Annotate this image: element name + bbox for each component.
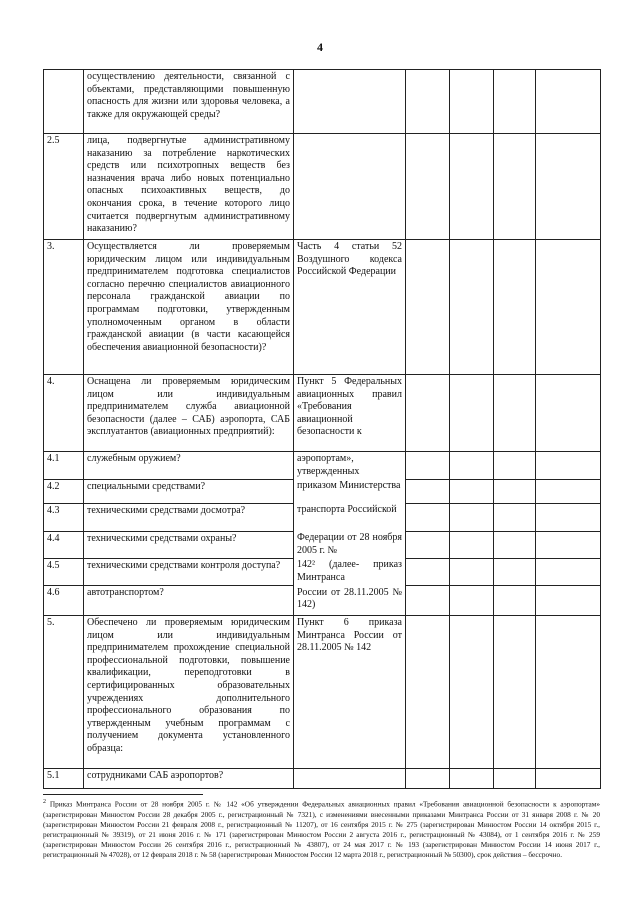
answer-cell [450, 769, 494, 789]
item-number: 4.3 [44, 503, 84, 531]
page-number: 4 [317, 40, 323, 54]
item-number: 2.5 [44, 134, 84, 240]
answer-cell [406, 479, 450, 503]
item-number: 4.6 [44, 586, 84, 616]
table-row [44, 70, 601, 134]
answer-cell [450, 479, 494, 503]
answer-cell [494, 240, 536, 375]
table-row [44, 616, 601, 769]
requirement-question: осуществлению деятельности, связанной с объектами, представляющими повышенную опасность для жизни или здоровья человека, а также для окружающей среды? [84, 70, 294, 134]
answer-cell [536, 375, 601, 452]
answer-cell [494, 769, 536, 789]
requirement-question: автотранспортом? [84, 586, 294, 616]
legal-basis [294, 134, 406, 240]
checklist-table [43, 69, 601, 789]
item-number: 5.1 [44, 769, 84, 789]
requirement-question: сотрудниками САБ аэропортов? [84, 769, 294, 789]
answer-cell [406, 240, 450, 375]
legal-basis [294, 70, 406, 134]
item-number: 4.1 [44, 452, 84, 480]
requirement-question: Обеспечено ли проверяемым юридическим лицом или индивидуальным предпринимателем прохождение специальной профессиональной подготовки, повышение квалификации, переподготовки в сертифицированных образовательных учреждениях дополнительного профессионального образования по утвержденным учебным программам с получением документа установленного образца: [84, 616, 294, 769]
table-row [44, 479, 601, 503]
answer-cell [450, 531, 494, 558]
answer-cell [406, 375, 450, 452]
answer-cell [536, 769, 601, 789]
answer-cell [536, 558, 601, 585]
answer-cell [450, 70, 494, 134]
answer-cell [494, 375, 536, 452]
legal-basis: транспорта Российской [294, 503, 406, 531]
legal-basis [294, 769, 406, 789]
requirement-question: специальными средствами? [84, 479, 294, 503]
requirement-question: служебным оружием? [84, 452, 294, 480]
answer-cell [536, 479, 601, 503]
answer-cell [494, 452, 536, 480]
answer-cell [450, 240, 494, 375]
item-number: 4. [44, 375, 84, 452]
item-number: 5. [44, 616, 84, 769]
answer-cell [406, 558, 450, 585]
answer-cell [406, 70, 450, 134]
answer-cell [536, 240, 601, 375]
table-row [44, 452, 601, 480]
answer-cell [450, 558, 494, 585]
answer-cell [536, 531, 601, 558]
legal-basis: Пункт 5 Федеральных авиационных правил «Требования авиационной безопасности к [294, 375, 406, 452]
answer-cell [536, 503, 601, 531]
answer-cell [406, 452, 450, 480]
item-number: 4.2 [44, 479, 84, 503]
legal-basis: России от 28.11.2005 № 142) [294, 586, 406, 616]
answer-cell [450, 134, 494, 240]
answer-cell [494, 586, 536, 616]
answer-cell [406, 769, 450, 789]
legal-basis: Федерации от 28 ноября 2005 г. № [294, 531, 406, 558]
table-row [44, 240, 601, 375]
table-row [44, 586, 601, 616]
legal-basis: приказом Министерства [294, 479, 406, 503]
answer-cell [450, 616, 494, 769]
answer-cell [536, 616, 601, 769]
requirement-question: техническими средствами контроля доступа? [84, 558, 294, 585]
answer-cell [450, 503, 494, 531]
table-row [44, 503, 601, 531]
footnote-mark: 2 [43, 799, 46, 805]
answer-cell [494, 70, 536, 134]
table-row [44, 558, 601, 585]
answer-cell [494, 558, 536, 585]
answer-cell [406, 503, 450, 531]
legal-basis: 142² (далее- приказ Минтранса [294, 558, 406, 585]
answer-cell [450, 452, 494, 480]
footnote-text: Приказ Минтранса России от 28 ноября 2005 г. № 142 «Об утверждении Федеральных авиационных правил «Требования авиационной безопасности к аэропортам» (зарегистрирован Минюстом России 28 декабря 2005 г., регистрационный № 7321), с изменениями внесенными приказами Минтранса России от 31 января 2008 г. № 20 (зарегистрирован Минюстом России 21 февраля 2008 г., регистрационный № 11207), от 16 сентября 2015 г. № 275 (зарегистрирован Минюстом России 14 октября 2015 г., регистрационный № 39319), от 21 июня 2016 г. № 171 (зарегистрирован Минюстом России 2 августа 2016 г., регистрационный № 43084), от 1 сентября 2016 г. № 259 (зарегистрирован Минюстом России 26 сентября 2016 г., регистрационный № 43807), от 24 мая 2017 г. № 193 (зарегистрирован Минюстом России 14 июня 2017 г., регистрационный № 47028), от 12 февраля 2018 г. № 58 (зарегистрирован Минюстом России 12 марта 2018 г., регистрационный № 50300), срок действия – бессрочно. [43, 799, 600, 859]
requirement-question: лица, подвергнутые административному наказанию за потребление наркотических средств или психотропных веществ без назначения врача либо новых потенциально опасных психоактивных веществ, до окончания срока, в течение которого лицо считается подвергнутым административному наказанию? [84, 134, 294, 240]
answer-cell [406, 134, 450, 240]
legal-basis: Пункт 6 приказа Минтранса России от 28.11.2005 № 142 [294, 616, 406, 769]
table-row [44, 375, 601, 452]
answer-cell [406, 586, 450, 616]
requirement-question: Оснащена ли проверяемым юридическим лицом или индивидуальным предпринимателем служба авиационной безопасности (далее – САБ) аэропорта, САБ эксплуатантов (авиационных предприятий): [84, 375, 294, 452]
legal-basis: Часть 4 статьи 52 Воздушного кодекса Российской Федерации [294, 240, 406, 375]
answer-cell [536, 452, 601, 480]
table-row [44, 531, 601, 558]
answer-cell [494, 479, 536, 503]
footnote [43, 797, 600, 860]
answer-cell [450, 586, 494, 616]
item-number [44, 70, 84, 134]
legal-basis: аэропортам», утвержденных [294, 452, 406, 480]
item-number: 4.4 [44, 531, 84, 558]
answer-cell [536, 134, 601, 240]
answer-cell [406, 616, 450, 769]
requirement-question: Осуществляется ли проверяемым юридическим лицом или индивидуальным предпринимателем подготовка специалистов согласно перечню специалистов авиационного персонала гражданской авиации по программам подготовки, утвержденным уполномоченным органом в области гражданской авиации (в части касающейся обеспечения авиационной безопасности)? [84, 240, 294, 375]
item-number: 3. [44, 240, 84, 375]
table-row [44, 134, 601, 240]
requirement-question: техническими средствами охраны? [84, 531, 294, 558]
item-number: 4.5 [44, 558, 84, 585]
answer-cell [536, 70, 601, 134]
answer-cell [494, 531, 536, 558]
answer-cell [406, 531, 450, 558]
answer-cell [494, 616, 536, 769]
requirement-question: техническими средствами досмотра? [84, 503, 294, 531]
footnote-separator [43, 794, 203, 795]
answer-cell [494, 134, 536, 240]
answer-cell [450, 375, 494, 452]
answer-cell [494, 503, 536, 531]
answer-cell [536, 586, 601, 616]
table-row [44, 769, 601, 789]
